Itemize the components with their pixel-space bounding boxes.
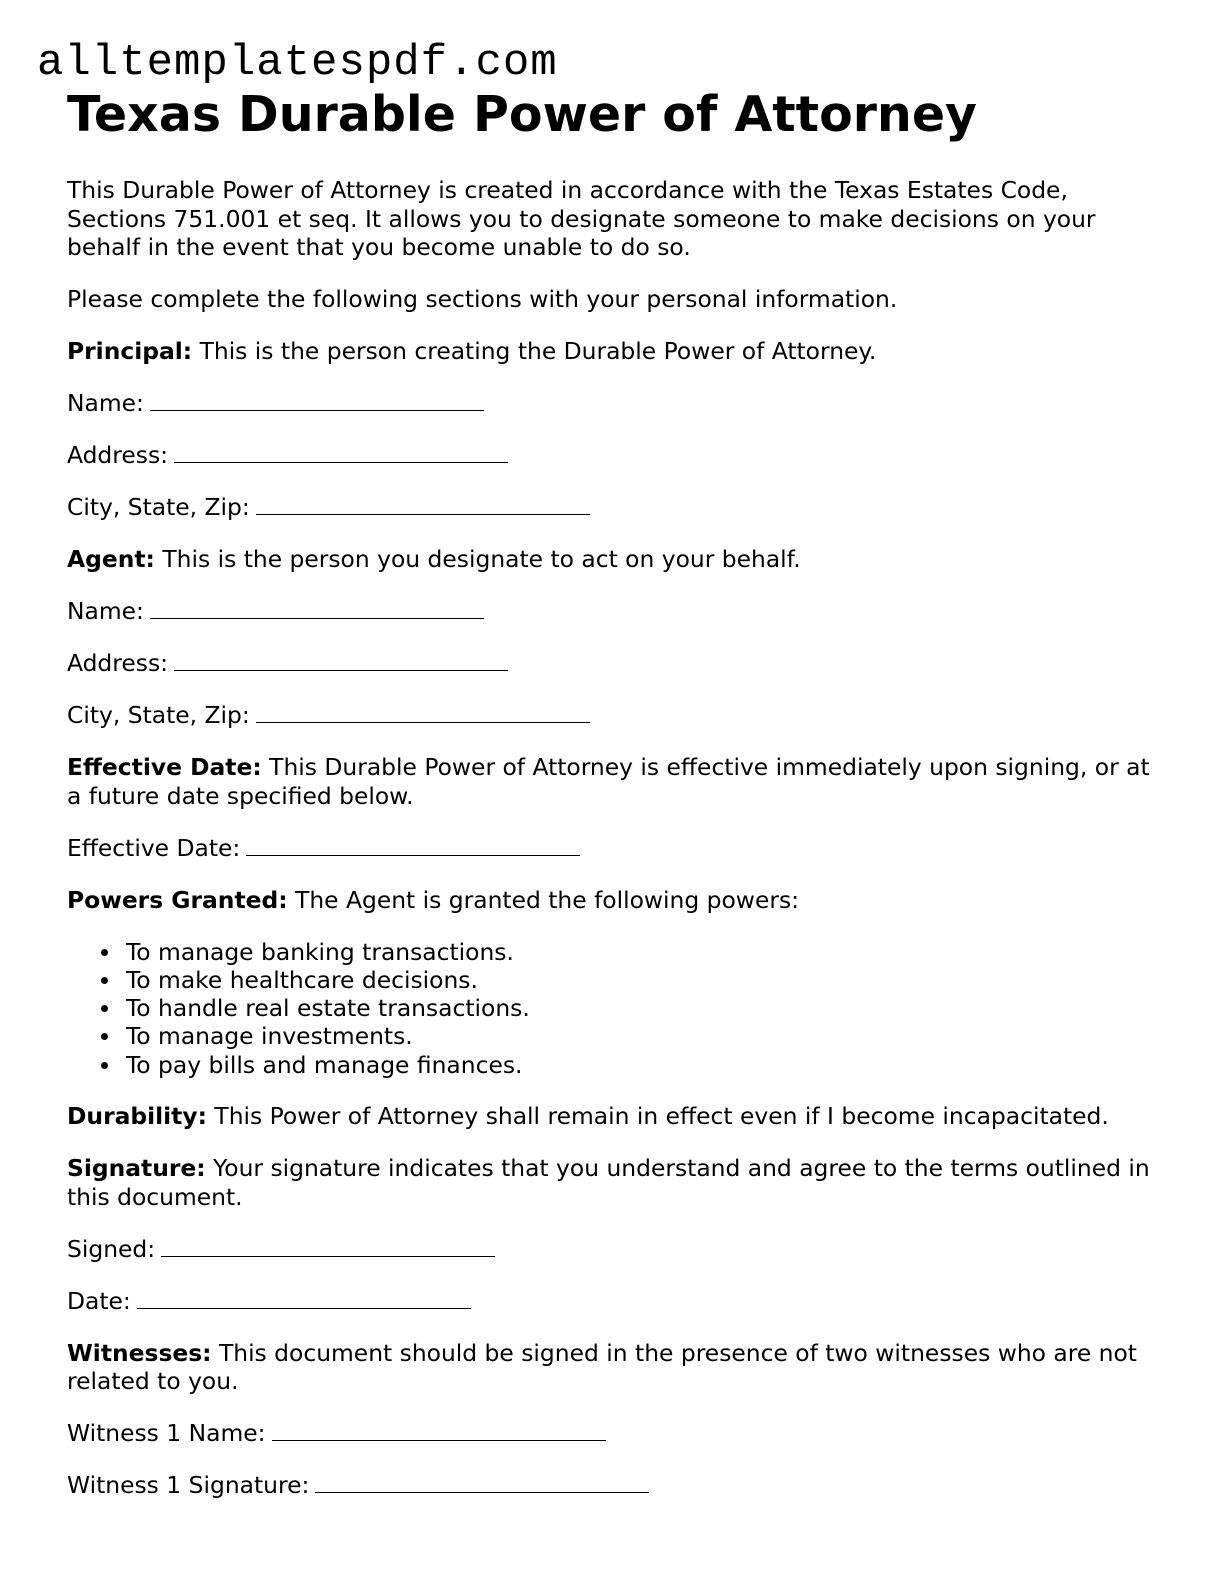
- signed-label: Signed:: [67, 1234, 156, 1263]
- witness1-name-field[interactable]: [272, 1421, 606, 1441]
- durability-heading: Durability:: [67, 1102, 207, 1131]
- signature-date-label: Date:: [67, 1286, 131, 1315]
- agent-section: [67, 545, 1157, 574]
- list-item: To manage banking transactions.: [126, 938, 1157, 966]
- signature-heading: Signature:: [67, 1154, 206, 1183]
- signature-description: Your signature indicates that you understand and agree to the terms outlined in this document.: [67, 1154, 1150, 1211]
- principal-city-field[interactable]: [256, 495, 590, 515]
- signature-date-field[interactable]: [137, 1289, 471, 1309]
- witness1-name-label: Witness 1 Name:: [67, 1419, 266, 1448]
- agent-heading: Agent:: [67, 545, 155, 573]
- effective-heading: Effective Date:: [67, 753, 262, 781]
- witnesses-heading: Witnesses:: [67, 1338, 212, 1367]
- agent-city-field[interactable]: [256, 703, 590, 723]
- agent-name-row: [67, 597, 1157, 626]
- principal-name-field[interactable]: [150, 391, 484, 411]
- list-item: To manage investments.: [126, 1022, 1157, 1050]
- list-item: To make healthcare decisions.: [126, 966, 1157, 994]
- principal-heading: Principal:: [67, 337, 193, 365]
- agent-address-field[interactable]: [174, 651, 508, 671]
- principal-city-label: City, State, Zip:: [67, 493, 250, 521]
- powers-section: [67, 886, 1157, 915]
- witness1-signature-field[interactable]: [315, 1473, 649, 1493]
- witness1-signature-row: [67, 1471, 1157, 1500]
- principal-section: [67, 337, 1157, 366]
- powers-description: The Agent is granted the following powers:: [287, 885, 800, 914]
- principal-description: This is the person creating the Durable Power of Attorney.: [192, 337, 877, 365]
- signature-section: [67, 1154, 1157, 1211]
- agent-address-row: [67, 649, 1157, 678]
- signed-field[interactable]: [161, 1237, 495, 1257]
- powers-heading: Powers Granted:: [67, 885, 288, 914]
- instruction-paragraph: Please complete the following sections with your personal information.: [67, 285, 898, 313]
- effective-date-label: Effective Date:: [67, 833, 241, 862]
- witnesses-section: [67, 1339, 1157, 1396]
- effective-date-field[interactable]: [246, 836, 580, 856]
- agent-name-field[interactable]: [150, 599, 484, 619]
- witness1-name-row: [67, 1419, 1157, 1448]
- witness1-signature-label: Witness 1 Signature:: [67, 1471, 310, 1500]
- principal-name-row: [67, 389, 1157, 418]
- agent-city-row: [67, 701, 1157, 730]
- principal-address-label: Address:: [67, 441, 169, 469]
- durability-description: This Power of Attorney shall remain in effect even if I become incapacitated.: [206, 1102, 1109, 1131]
- intro-paragraph: This Durable Power of Attorney is created in accordance with the Texas Estates Code, Sections 751.001 et seq. It allows you to designate someone to make decisions on your behalf in the event that you become unable to do so.: [67, 176, 1096, 261]
- list-item: To pay bills and manage finances.: [126, 1051, 1157, 1079]
- signed-row: [67, 1235, 1157, 1264]
- effective-description: This Durable Power of Attorney is effective immediately upon signing, or at a future date specified below.: [67, 753, 1150, 810]
- effective-date-row: [67, 834, 1157, 863]
- principal-address-field[interactable]: [174, 443, 508, 463]
- principal-address-row: [67, 441, 1157, 470]
- powers-list: [67, 938, 1157, 1079]
- agent-city-label: City, State, Zip:: [67, 701, 250, 729]
- agent-description: This is the person you designate to act on your behalf.: [154, 545, 801, 573]
- principal-name-label: Name:: [67, 389, 144, 417]
- witnesses-description: This document should be signed in the presence of two witnesses who are not related to you.: [67, 1338, 1137, 1396]
- watermark: alltemplatespdf.com: [37, 38, 558, 88]
- durability-section: [67, 1102, 1157, 1131]
- agent-address-label: Address:: [67, 649, 169, 677]
- effective-section: [67, 753, 1157, 810]
- document-page: [67, 86, 1157, 1500]
- page-title: Texas Durable Power of Attorney: [67, 86, 977, 143]
- agent-name-label: Name:: [67, 597, 144, 625]
- list-item: To handle real estate transactions.: [126, 994, 1157, 1022]
- principal-city-row: [67, 493, 1157, 522]
- signature-date-row: [67, 1287, 1157, 1316]
